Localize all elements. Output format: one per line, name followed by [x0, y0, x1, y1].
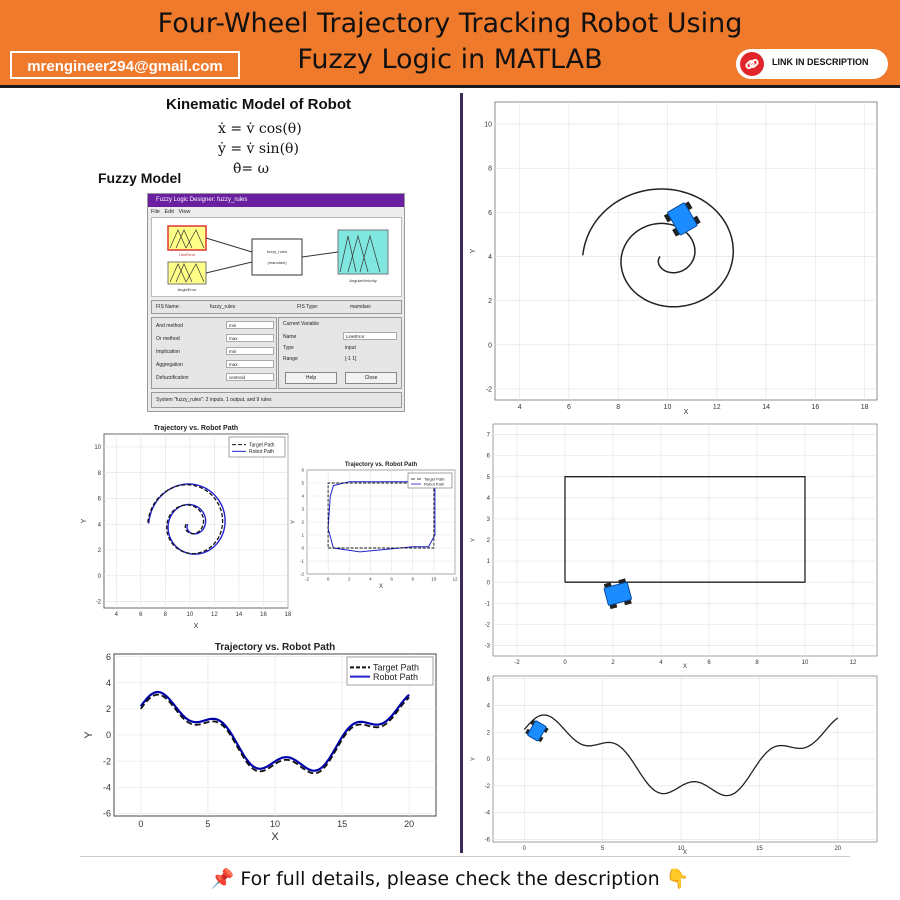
x-tick-label: 10 [663, 404, 672, 411]
defuzzification-label: Defuzzification [156, 375, 189, 381]
fis-name-value: fuzzy_rules [210, 304, 236, 310]
output-label: AngularVelocity [349, 278, 377, 283]
y-axis-label: Y [291, 519, 297, 525]
plot-area [495, 102, 877, 400]
y-tick-label: 2 [105, 704, 111, 715]
y-tick-label: -6 [102, 808, 111, 819]
legend-entry: Target Path [424, 476, 445, 482]
legend-entry: Robot Path [249, 449, 275, 456]
var-range-label: Range [283, 356, 298, 362]
y-tick-label: 3 [301, 506, 304, 512]
fis-diagram [151, 217, 402, 297]
status-bar [151, 392, 402, 408]
x-axis-label: X [193, 623, 199, 630]
y-tick-label: -2 [484, 783, 490, 790]
menu-file[interactable]: File [151, 209, 160, 215]
x-tick-label: 8 [411, 576, 414, 582]
equation-x: ẋ = v̇ cos(θ) [218, 121, 302, 137]
window-title: Fuzzy Logic Designer: fuzzy_rules [148, 194, 404, 207]
input2-label: AngleError [177, 287, 197, 292]
chart-title: Trajectory vs. Robot Path [153, 425, 239, 432]
fuzzy-model-title: Fuzzy Model [98, 170, 182, 186]
legend-entry: Target Path [249, 442, 275, 449]
implication-select[interactable]: min [226, 347, 274, 355]
y-tick-label: -6 [484, 837, 490, 844]
x-tick-label: 0 [326, 576, 330, 582]
x-tick-label: 0 [563, 660, 567, 666]
kinematic-title: Kinematic Model of Robot [166, 96, 351, 113]
x-tick-label: 6 [390, 576, 393, 582]
y-tick-label: 8 [488, 165, 492, 173]
y-tick-label: -3 [484, 643, 490, 650]
or-method-select[interactable]: max [226, 334, 274, 342]
var-type-label: Type [283, 345, 294, 351]
x-tick-label: 12 [712, 404, 721, 411]
x-axis-label: X [682, 850, 688, 856]
current-variable-label: Current Variable [283, 321, 320, 327]
equation-y: ẏ = v̇ sin(θ) [218, 141, 299, 157]
y-tick-label: 2 [97, 548, 101, 555]
x-tick-label: 4 [114, 612, 118, 618]
y-tick-label: 0 [486, 580, 490, 587]
title-line-1: Four-Wheel Trajectory Tracking Robot Using [157, 8, 743, 39]
y-tick-label: 6 [486, 676, 490, 683]
x-tick-label: 15 [337, 819, 348, 829]
sim-rectangle-chart [467, 418, 887, 670]
y-tick-label: -2 [299, 571, 304, 577]
email-badge: mrengineer294@gmail.com [10, 51, 240, 79]
sim-spiral-chart [467, 94, 887, 416]
current-variable-panel [278, 317, 402, 389]
y-tick-label: -2 [102, 756, 111, 767]
y-tick-label: 2 [301, 519, 304, 525]
legend-entry: Robot Path [424, 481, 445, 487]
y-tick-label: 2 [488, 298, 492, 306]
y-axis-label: Y [83, 731, 95, 739]
y-tick-label: 5 [486, 474, 490, 481]
x-tick-label: 5 [205, 819, 211, 829]
y-tick-label: 6 [301, 467, 304, 473]
x-tick-label: 14 [235, 612, 243, 618]
x-axis-label: X [271, 831, 279, 842]
y-tick-label: 2 [486, 538, 490, 545]
system-box[interactable] [252, 239, 302, 275]
link-in-description-badge [736, 49, 888, 79]
title-line-2: Fuzzy Logic in MATLAB [297, 44, 603, 75]
system-type: (mamdani) [267, 260, 287, 265]
x-tick-label: 8 [755, 660, 759, 666]
x-tick-label: 20 [834, 846, 842, 852]
var-type-value: input [345, 345, 356, 351]
spiral-trajectory-chart [78, 424, 296, 630]
footer-note: 📌 For full details, please check the description 👇 [210, 868, 690, 890]
defuzzification-select[interactable]: centroid [226, 373, 274, 381]
status-text: System "fuzzy_rules": 2 inputs, 1 output, and 9 rules [156, 397, 272, 403]
y-tick-label: 0 [488, 342, 492, 350]
y-tick-label: 8 [97, 470, 101, 477]
y-tick-label: -1 [484, 601, 490, 608]
y-tick-label: 0 [301, 545, 304, 551]
link-icon [740, 52, 764, 76]
x-tick-label: 4 [369, 576, 372, 582]
help-button[interactable]: Help [285, 372, 337, 384]
y-tick-label: -2 [485, 386, 492, 394]
x-tick-label: 2 [348, 576, 351, 582]
equation-theta: θ̇= ω [233, 161, 270, 177]
x-tick-label: 0 [522, 846, 527, 852]
x-tick-label: 12 [452, 576, 458, 582]
y-tick-label: -2 [484, 622, 490, 629]
y-axis-label: Y [81, 518, 88, 524]
x-axis-label: X [682, 664, 688, 670]
y-tick-label: 4 [105, 677, 111, 688]
x-tick-label: 10 [677, 846, 685, 852]
legend-entry: Robot Path [373, 671, 419, 682]
x-tick-label: -2 [304, 576, 310, 582]
implication-label: Implication [156, 349, 180, 355]
and-method-select[interactable]: min [226, 321, 274, 329]
fis-name-label: FIS Name: [156, 304, 180, 310]
aggregation-select[interactable]: max [226, 360, 274, 368]
y-tick-label: 4 [486, 495, 490, 502]
x-axis-label: X [378, 584, 384, 590]
aggregation-label: Aggregation [156, 362, 183, 368]
fis-type-label: FIS Type: [297, 304, 319, 310]
x-axis-label: X [683, 409, 689, 416]
var-name-label: Name [283, 334, 297, 340]
x-tick-label: 8 [163, 612, 168, 618]
y-tick-label: 6 [486, 453, 490, 460]
fis-type-value: mamdani [350, 304, 371, 310]
chart-title: Trajectory vs. Robot Path [214, 642, 336, 653]
y-tick-label: -1 [299, 558, 304, 564]
y-tick-label: 10 [94, 444, 101, 451]
y-tick-label: 7 [486, 432, 490, 439]
x-tick-label: 8 [616, 404, 621, 411]
x-tick-label: 6 [139, 612, 143, 618]
sine-trajectory-chart [82, 636, 444, 842]
x-tick-label: 6 [707, 660, 711, 666]
link-label: LINK IN DESCRIPTION [772, 57, 869, 67]
menu-edit[interactable]: Edit [164, 209, 174, 215]
x-tick-label: 12 [849, 660, 857, 666]
x-tick-label: 12 [211, 612, 218, 618]
vertical-divider [460, 93, 463, 853]
methods-panel [151, 317, 277, 389]
x-tick-label: 16 [811, 404, 820, 411]
y-tick-label: 0 [97, 573, 101, 580]
rectangle-trajectory-chart [289, 460, 461, 590]
y-tick-label: 1 [301, 532, 304, 538]
x-tick-label: 4 [659, 660, 663, 666]
x-tick-label: 10 [431, 576, 437, 582]
y-tick-label: 10 [484, 121, 492, 129]
y-tick-label: 0 [105, 730, 111, 741]
y-tick-label: 6 [105, 651, 111, 662]
y-tick-label: 4 [97, 522, 101, 529]
output-box[interactable] [338, 230, 388, 274]
x-tick-label: 16 [260, 612, 267, 618]
x-tick-label: -2 [514, 660, 520, 666]
x-tick-label: 15 [756, 846, 763, 852]
menu-bar [151, 209, 190, 215]
legend-entry: Target Path [373, 662, 420, 673]
fuzzy-logic-designer-window [147, 193, 405, 412]
y-tick-label: 5 [301, 480, 304, 486]
close-button[interactable]: Close [345, 372, 397, 384]
y-axis-label: Y [471, 756, 477, 762]
and-method-label: And method [156, 323, 183, 329]
var-range-value: [-1 1] [345, 356, 357, 362]
x-tick-label: 0 [138, 819, 144, 829]
y-tick-label: -2 [95, 599, 101, 606]
x-tick-label: 18 [860, 404, 869, 411]
x-tick-label: 10 [801, 660, 809, 666]
y-tick-label: -4 [102, 782, 111, 793]
or-method-label: Or method [156, 336, 180, 342]
x-tick-label: 18 [284, 612, 292, 618]
sim-sine-chart [467, 670, 887, 856]
x-tick-label: 5 [601, 846, 605, 852]
footer-divider [80, 856, 850, 857]
y-tick-label: 2 [486, 730, 490, 737]
x-tick-label: 10 [269, 819, 281, 829]
y-axis-label: Y [471, 537, 477, 543]
menu-view[interactable]: View [178, 209, 191, 215]
y-tick-label: 6 [488, 209, 492, 217]
x-tick-label: 2 [611, 660, 615, 666]
plot-area [104, 434, 288, 608]
x-tick-label: 20 [404, 819, 415, 829]
system-name: fuzzy_rules [266, 249, 288, 254]
x-tick-label: 14 [762, 404, 770, 411]
y-axis-label: Y [470, 248, 477, 254]
input1-label: LineError [178, 252, 196, 257]
x-tick-label: 10 [186, 612, 194, 618]
fis-info-panel [151, 300, 402, 314]
y-tick-label: 4 [301, 493, 304, 499]
y-tick-label: 0 [486, 757, 490, 764]
y-tick-label: -4 [484, 810, 490, 817]
x-tick-label: 4 [517, 404, 522, 411]
y-tick-label: 3 [486, 517, 490, 524]
header-banner [0, 0, 900, 88]
var-name-field[interactable]: LineError [343, 332, 397, 340]
chart-title: Trajectory vs. Robot Path [344, 462, 418, 468]
y-tick-label: 6 [97, 496, 101, 503]
y-tick-label: 4 [488, 253, 492, 261]
y-tick-label: 1 [486, 559, 490, 566]
x-tick-label: 6 [566, 404, 571, 411]
y-tick-label: 4 [486, 703, 490, 710]
